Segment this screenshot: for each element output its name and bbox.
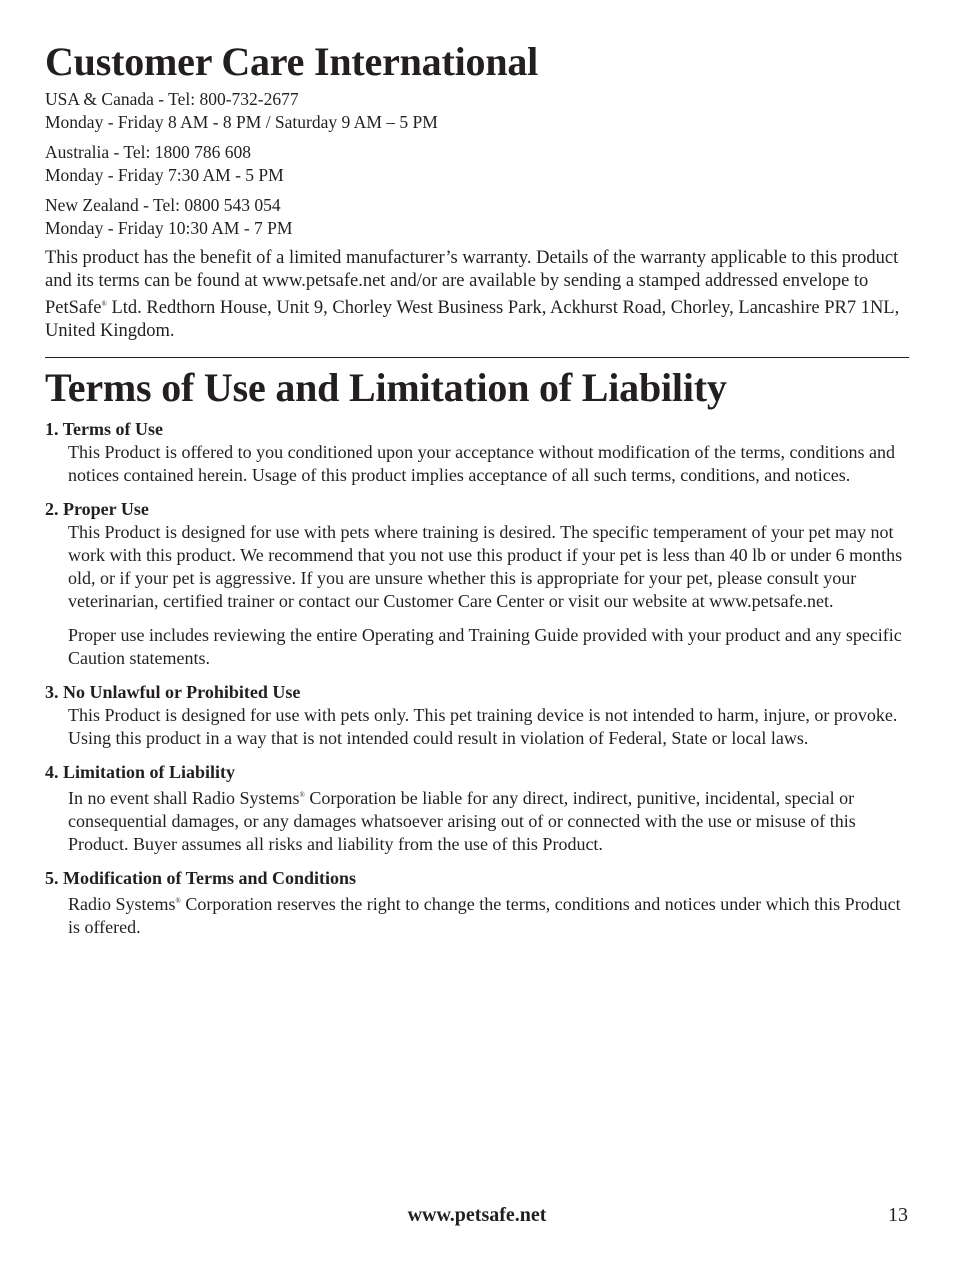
registered-mark: ® [101, 300, 107, 308]
contact-tel: Australia - Tel: 1800 786 608 [45, 142, 251, 162]
warranty-text-end: Ltd. Redthorn House, Unit 9, Chorley West Business Park, Ackhurst Road, Chorley, Lancashire PR7 1NL, United Kingdom. [45, 298, 900, 341]
contact-usa-canada [45, 88, 909, 134]
section-text-end: Corporation reserves the right to change the terms, conditions and notices under which this Product is offered. [68, 894, 901, 937]
section-text-secondary: Proper use includes reviewing the entire Operating and Training Guide provided with your product and any specific Caution statements. [68, 625, 902, 668]
warranty-text-start: This product has the benefit of a limited manufacturer’s warranty. Details of the warranty applicable to this product and its terms can be found at www.petsafe.net and/or are available by sending a stamped addressed envelope to PetSafe [45, 248, 899, 318]
contact-tel: USA & Canada - Tel: 800-732-2677 [45, 89, 299, 109]
section-text-start: Radio Systems [68, 894, 176, 914]
contact-hours: Monday - Friday 8 AM - 8 PM / Saturday 9 AM – 5 PM [45, 112, 438, 132]
section-body [45, 784, 909, 856]
section-heading: 2. Proper Use [45, 499, 149, 519]
section-text [68, 784, 909, 856]
section-divider [45, 357, 909, 358]
customer-care-title: Customer Care International [45, 39, 539, 84]
section-no-unlawful-use [45, 681, 909, 750]
page-number: 13 [888, 1204, 908, 1226]
contact-new-zealand [45, 194, 909, 240]
section-heading: 5. Modification of Terms and Conditions [45, 868, 357, 888]
contact-australia [45, 141, 909, 187]
warranty-paragraph [45, 247, 909, 343]
section-text-start: In no event shall Radio Systems [68, 788, 300, 808]
registered-mark: ® [175, 897, 181, 905]
section-heading: 3. No Unlawful or Prohibited Use [45, 682, 301, 702]
section-body [45, 441, 909, 487]
section-text: This Product is designed for use with pets where training is desired. The specific temperament of your pet may not work with this product. We recommend that you not use this product if your pet is less than 40 lb or under 6 months old, or if your pet is aggressive. If you are unsure whether this is appropriate for your pet, please consult your veterinarian, certified trainer or contact our Customer Care Center or visit our website at www.petsafe.net. [68, 522, 903, 611]
section-text: This Product is offered to you conditioned upon your acceptance without modification of the terms, conditions and notices contained herein. Usage of this product implies acceptance of all such terms, conditions, and notices. [68, 442, 895, 485]
section-body [45, 890, 909, 939]
section-body [45, 521, 909, 670]
section-proper-use [45, 498, 909, 670]
section-text: This Product is designed for use with pets only. This pet training device is not intended to harm, injure, or provoke. Using this product in a way that is not intended could result in violation of Federal, State or local laws. [68, 705, 898, 748]
footer-website-link[interactable]: www.petsafe.net [407, 1204, 547, 1226]
section-body [45, 704, 909, 750]
terms-title: Terms of Use and Limitation of Liability [45, 365, 727, 410]
section-limitation-of-liability [45, 761, 909, 856]
contact-hours: Monday - Friday 10:30 AM - 7 PM [45, 218, 293, 238]
section-text-end: Corporation be liable for any direct, indirect, punitive, incidental, special or consequential damages, or any damages whatsoever arising out of or connected with the use or misuse of this Product. Buyer assumes all risks and liability from the use of this Product. [68, 788, 856, 854]
section-heading: 4. Limitation of Liability [45, 762, 236, 782]
section-text [68, 890, 909, 939]
section-heading: 1. Terms of Use [45, 419, 163, 439]
section-terms-of-use [45, 418, 909, 487]
registered-mark: ® [299, 791, 305, 799]
contact-hours: Monday - Friday 7:30 AM - 5 PM [45, 165, 284, 185]
section-modification-of-terms [45, 867, 909, 939]
contact-tel: New Zealand - Tel: 0800 543 054 [45, 195, 281, 215]
page-content [45, 36, 909, 939]
